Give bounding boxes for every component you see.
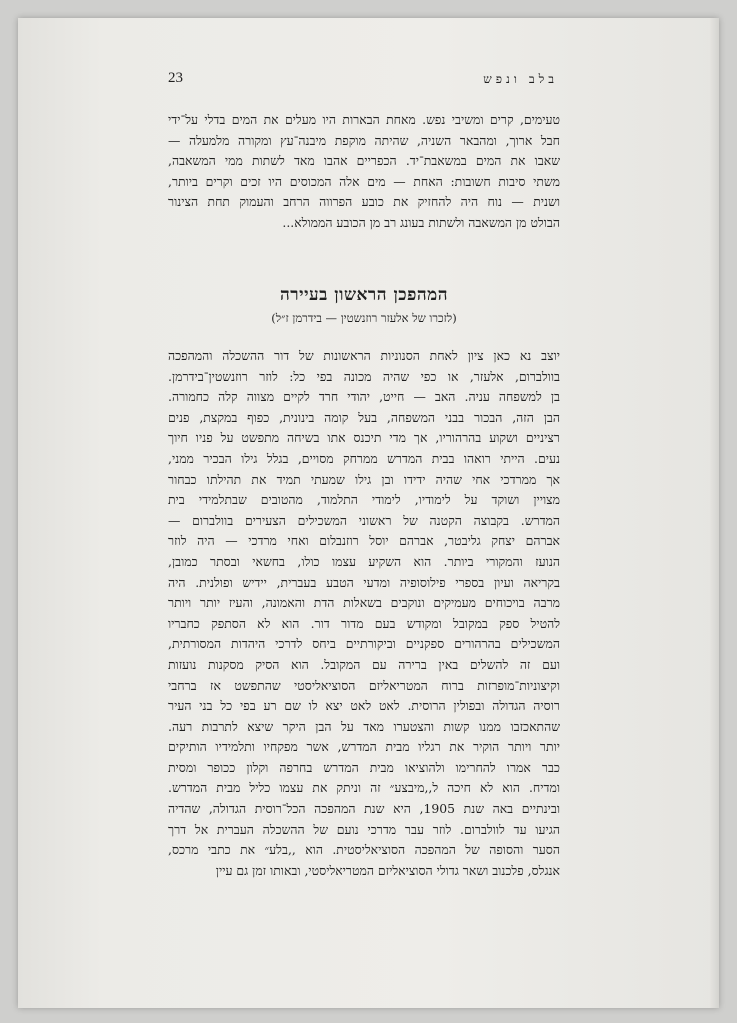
text-line: מצויין ושוקד על לימודיו, לימודי התלמוד, מהטובים שבתלמידי בית [168,492,560,508]
text-line: ועם זה להשלים באין ברירה עם המקובל. הוא הסיק מסקנות נועזות [168,656,560,672]
intro-paragraph [168,110,560,234]
page-header [168,70,558,94]
text-line: אנגלס, פלכנוב ושאר גדולי הסוציאליזם המטריאליסטי, ובאותו זמן גם עיין [215,862,560,878]
text-line: בוולברום, אלעזר, או כפי שהיה מכונה בפי כל: לוזר רוזנשטין־בידרמן. [168,368,560,384]
text-line: משתי סיבות חשובות: האחת — מים אלה המכוסים היו זכים וקרים ביותר, [168,173,560,189]
page-edge-shadow [709,18,719,1008]
text-line: חבל ארוך, ומהבאר השניה, שהיתה מוקפת מיבנה־עץ ומקורה מלמעלה — [168,132,560,148]
text-line: יוצב נא כאן ציון לאחת הסנוניות הראשונות של דור ההשכלה והמהפכה [168,348,560,363]
text-line: יותר ויותר הוקיר את רגליו מבית המדרש, אשר מפקחיו ותלמידיו הותיקים [168,739,560,755]
text-line: הבולט מן המשאבה ולשתות בעונג רב מן הכובע הממולא... [282,214,560,230]
text-line: ומדיח. הוא לא חיכה ל,,מיבצע״ זה וניתק את עצמו כליל מבית המדרש. [168,780,560,796]
text-line: כבר אמרו להחרימו ולהוציאו מבית המדרש בחרפה וקלון ככופר ומסית [168,759,560,775]
section-subtitle: (לזכרו של אלעזר רוזנשטין — בידרמן ז״ל) [271,311,457,325]
page-number: 23 [168,70,183,86]
text-line: הגיעו עד לוולברום. לוזר עבר מדרכי נועם של ההשכלה העברית אל דרך [168,821,560,837]
text-line: רציניים ושקוע בהרהוריו, אך מדי תיכנס אתו בשיחה מתפשט על פניו חיוך [168,430,560,446]
text-line: מרבה בויכוחים מעמיקים ונוקבים בשאלות הדת והאמונה, והעיז יותר ויותר [168,595,560,611]
text-line: וקיצוניות־מופרזות ברוח המטריאליזם הסוציאליסטי שהתפשט אז ברחבי [168,677,560,693]
text-line: רוסיה הגדולה ובפולין הרוסית. לאט לאט יצא לו שם רע בפי כל בני העיר [168,698,560,714]
text-line: שאבו את המים במשאבת־יד. הכפריים אהבו מאד לשתות ממי המשאבה, [168,153,560,169]
body-paragraph [168,346,560,881]
text-line: נעים. הייתי רואהו בבית המדרש ממרחק מסויים, בגלל גילו הבכיר ממני, [168,450,560,466]
text-line: הבן הזה, הבכור בבני המשפחה, בעל קומה בינונית, כפוף במקצת, פנים [168,409,560,425]
text-line: אברהם יצחק גליבטר, אברהם יוסל רוזנבלום ואחי מרדכי — היה לוזר [168,533,560,549]
text-line: ובינתיים באה שנת 1905, היא שנת המהפכה הכל־רוסית הגדולה, שהדיה [168,801,560,817]
text-line: ושנית — נוח היה להחזיק את כובע הפרווה הרחב והעמוק תחת הצינור [168,194,560,210]
text-line: אך ממרדכי אחי שהיה ידידו ובן גילו שמעתי תמיד את תהילתו כבחור [168,471,560,487]
text-line: בקריאה ועיון בספרי פילוסופיה ומדעי הטבע בעברית, יידיש ופולנית. היה [168,574,560,590]
text-line: טעימים, קרים ומשיבי נפש. מאחת הבארות היו מעלים את המים בדלי על־ידי [168,112,560,127]
text-line: שהתאכזבו ממנו קשות והצטערו מאד על הבן היקר שיצא לתרבות רעה. [168,718,560,734]
text-line: בן למשפחה עניה. האב — חייט, יהודי חרד לקיים מצווה קלה כחמורה. [168,389,560,405]
section-title: המהפכן הראשון בעיירה [280,285,448,305]
text-line: הנועז והמקורי ביותר. הוא השקיע עצמו כולו, בחשאי ובסתר כמובן, [168,553,560,569]
text-line: המדרש. בקבוצה הקטנה של ראשוני המשכילים הצעירים בוולברום — [168,512,560,528]
text-line: הסער והסופה של המהפכה הסוציאליסטית. הוא ,,בלע״ את כתבי מרכס, [168,842,560,858]
running-head: בלב ונפש [483,72,558,86]
text-line: המשכילים בהרהורים ספקניים וביקורתיים ביחס לדרכי היהדות המסורתית, [168,636,560,652]
text-line: להטיל ספק במקובל ומקודש בעם מדור דור. הוא לא הסתפק כחבריו [168,615,560,631]
